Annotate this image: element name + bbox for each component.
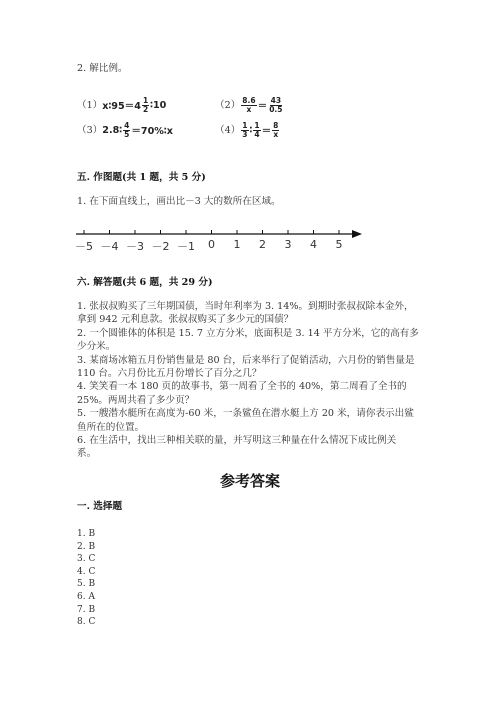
fraction-numerator: 1 [254,120,260,130]
tick-label: 5 [335,238,343,251]
math-expression: ∶10 [150,99,167,111]
proportion-2 [215,93,284,117]
proportion-3 [77,121,173,139]
answer-item: 5. B [77,579,96,590]
problem-line: 110 台。六月份比五月份增长了百分之几？ [77,368,262,380]
answer-item: 6. A [77,591,95,602]
answer-item: 8. C [77,617,96,628]
answer-item: 4. C [77,566,96,577]
math-expression: 2.8∶ [102,124,123,136]
fraction-denominator: x [273,129,279,139]
fraction-denominator: 0.5 [269,104,283,114]
tick-label: －2 [151,240,170,253]
fraction-numerator: 8 [273,120,279,130]
tick-label: －4 [100,240,119,253]
problem-label: （4） [215,124,241,136]
problem-line: 系。 [77,448,97,460]
fraction [272,122,279,139]
proportion-4 [215,118,280,142]
fraction-numerator: 1 [142,95,149,105]
problem-line: 拿到 942 元利息款。张叔叔购买了多少元的国债？ [77,314,294,326]
arrow-icon [352,230,362,238]
fraction-numerator: 43 [270,95,282,105]
fraction-denominator: 3 [242,129,248,139]
section-heading: 六. 解答题(共 6 题，共 29 分) [77,277,213,288]
fraction-denominator: 4 [254,129,260,139]
equals-sign: ＝ [257,101,268,112]
fraction [268,97,283,114]
fraction [253,122,260,139]
problem-line: 少分米。 [77,341,116,353]
section-heading: 一. 选择题 [77,501,123,512]
problem-line: 25%。两周共看了多少页？ [77,394,195,406]
math-expression: ＝70%∶x [131,126,173,137]
fraction [241,122,248,139]
fraction-numerator: 4 [124,120,130,130]
math-expression: x∶95＝4 [102,101,141,112]
problem-list [77,300,437,461]
problem-label: （2） [215,99,241,111]
answer-key-title: 参考答案 [219,472,280,490]
problem-line: 2. 一个圆锥体的体积是 15. 7 立方分米，底面积是 3. 14 平方分米，它的高有多 [77,327,419,339]
tick-label: －1 [177,240,195,253]
proportion-1 [77,96,166,114]
problem-label: （3） [77,124,103,136]
tick-label: 0 [208,238,215,251]
problem-line: 3. 某商场冰箱五月份销售量是 80 台，后来举行了促销活动，六月份的销售量是 [77,354,415,366]
number-line [70,226,370,256]
answer-item: 1. B [77,529,96,539]
fraction-denominator: 2 [142,104,149,114]
problem-label: （1） [77,99,103,111]
tick-label: 3 [284,238,292,251]
fraction-denominator: 5 [124,129,130,139]
tick-label: －3 [126,240,144,253]
question-text: 1. 在下面直线上，画出比－3 大的数所在区域。 [77,196,281,207]
answer-item: 3. C [77,554,96,565]
problem-line: 1. 张叔叔购买了三年期国债，当时年利率为 3. 14%。到期时张叔叔除本金外， [77,301,414,312]
tick-label: 4 [310,238,317,251]
problem-line: 6. 在生活中，找出三种相关联的量，并写明这三种量在什么情况下成比例关 [77,435,397,447]
tick-label: 2 [259,238,266,251]
tick-label: －5 [75,240,93,253]
tick-label: 1 [233,238,241,251]
ratio-colon: ∶ [249,124,253,136]
fraction-numerator: 1 [242,120,248,130]
problem-line: 5. 一艘潜水艇所在高度为-60 米，一条鲨鱼在潜水艇上方 20 米，请你表示出鲨 [77,408,414,420]
part-heading: 2. 解比例。 [77,63,128,74]
answer-item: 7. B [77,604,96,615]
problem-line: 4. 笑笑看一本 180 页的故事书，第一周看了全书的 40%，第二周看了全书的 [77,381,407,393]
answer-item: 2. B [77,541,96,552]
fraction [123,122,130,139]
fraction-denominator: x [246,104,252,114]
section-heading: 五. 作图题(共 1 题，共 5 分) [77,172,206,183]
fraction [241,97,256,114]
fraction-numerator: 8.6 [242,95,256,105]
equals-sign: ＝ [261,126,272,137]
fraction [142,97,149,114]
answer-list [77,528,95,629]
problem-line: 鱼所在的位置。 [77,421,145,433]
